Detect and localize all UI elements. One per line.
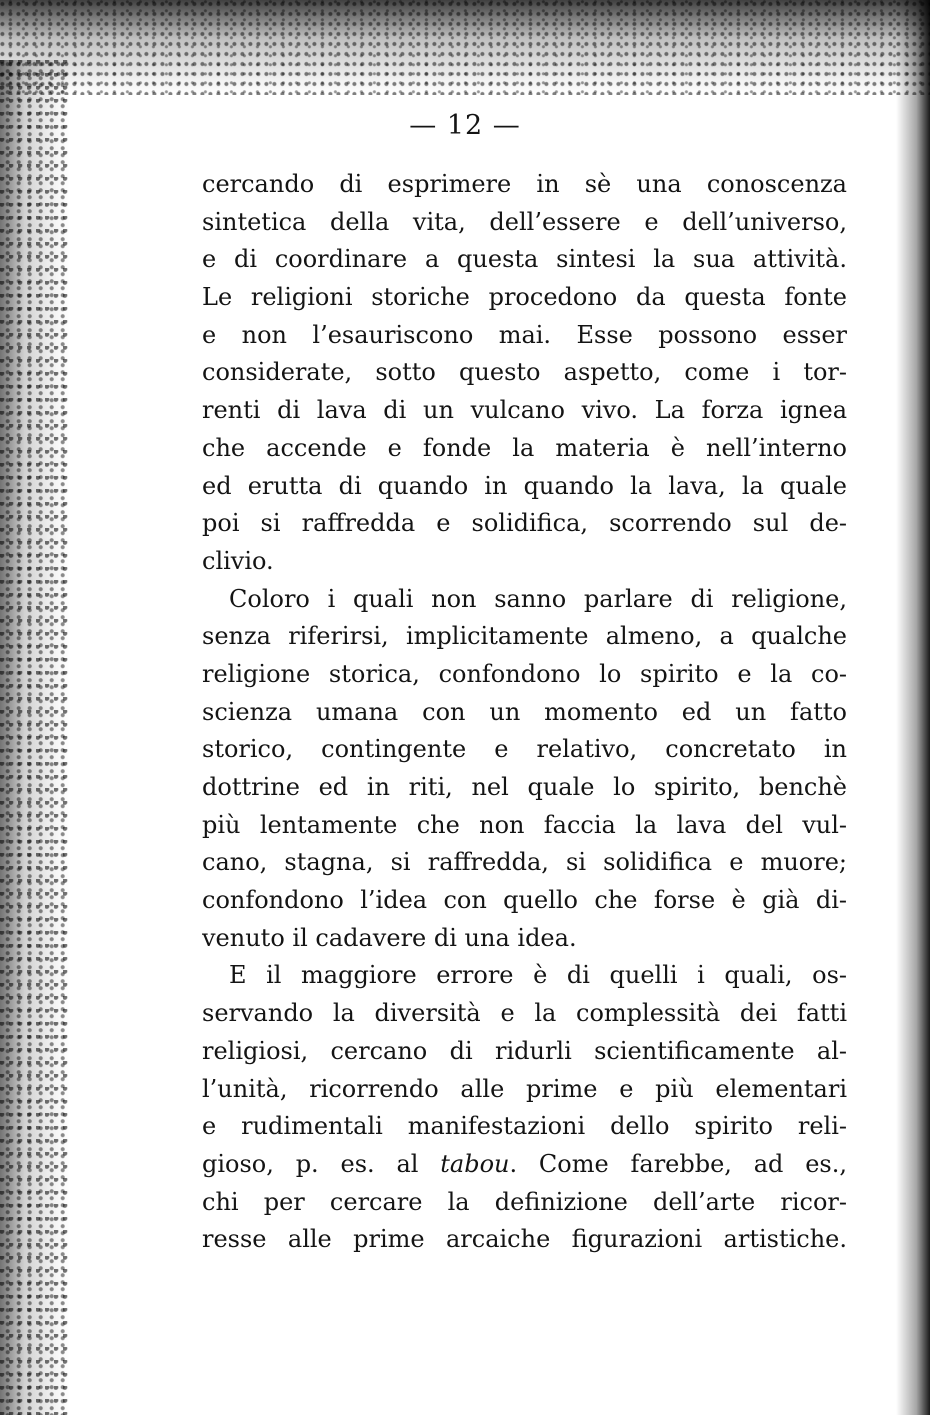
text-line: e di coordinare a questa sintesi la sua attività. (202, 245, 847, 274)
text-line: più lentamente che non faccia la lava del vul- (202, 810, 847, 839)
text-line: senza riferirsi, implicitamente almeno, a qualche (202, 622, 847, 651)
text-line: venuto il cadavere di una idea. (202, 923, 577, 952)
text-line: e rudimentali manifestazioni dello spirito reli- (202, 1112, 847, 1141)
text-line: cercando di esprimere in sè una conoscenza (202, 170, 847, 198)
text-line: che accende e fonde la materia è nell’interno (202, 433, 847, 462)
text-line: scienza umana con un momento ed un fatto (202, 697, 847, 726)
paragraph-start-line: E il maggiore errore è di quelli i quali, os- (229, 961, 847, 990)
scan-edge-top (0, 0, 930, 95)
text-line: religione storica, confondono lo spirito e la co- (202, 659, 847, 688)
text-line: Le religioni storiche procedono da questa fonte (202, 283, 847, 312)
italic-word: tabou (440, 1149, 510, 1178)
text-line: l’unità, ricorrendo alle prime e più elementari (202, 1074, 847, 1103)
text-line: cano, stagna, si raffredda, si solidifica e muore; (202, 848, 847, 877)
text-line: chi per cercare la definizione dell’arte ricor- (202, 1187, 847, 1216)
text-line: ed erutta di quando in quando la lava, la quale (202, 471, 847, 500)
text-line: e non l’esauriscono mai. Esse possono esser (202, 320, 847, 349)
scan-edge-right (896, 0, 930, 1415)
text-line: considerate, sotto questo aspetto, come i tor- (202, 358, 847, 387)
text-line (202, 1146, 847, 1184)
text-line: clivio. (202, 546, 274, 575)
page-number: — 12 — (409, 110, 521, 141)
scan-edge-left (0, 60, 70, 1415)
body-text (202, 166, 847, 1259)
text-line: confondono l’idea con quello che forse è già di- (202, 886, 847, 915)
text-segment: gioso, p. es. al (202, 1149, 441, 1178)
text-line: resse alle prime arcaiche figurazioni artistiche. (202, 1225, 847, 1254)
text-line: poi si raffredda e solidifica, scorrendo sul de- (202, 509, 847, 538)
text-line: storico, contingente e relativo, concretato in (202, 735, 847, 764)
text-line: dottrine ed in riti, nel quale lo spirito, benchè (202, 773, 847, 801)
text-segment: . Come farebbe, ad es., (509, 1149, 847, 1178)
text-line: servando la diversità e la complessità dei fatti (202, 999, 847, 1028)
text-line: renti di lava di un vulcano vivo. La forza ignea (202, 396, 847, 425)
text-line: sintetica della vita, dell’essere e dell’universo, (202, 207, 847, 236)
text-line: religiosi, cercano di ridurli scientificamente al- (202, 1036, 847, 1065)
paragraph-start-line: Coloro i quali non sanno parlare di religione, (229, 584, 847, 613)
